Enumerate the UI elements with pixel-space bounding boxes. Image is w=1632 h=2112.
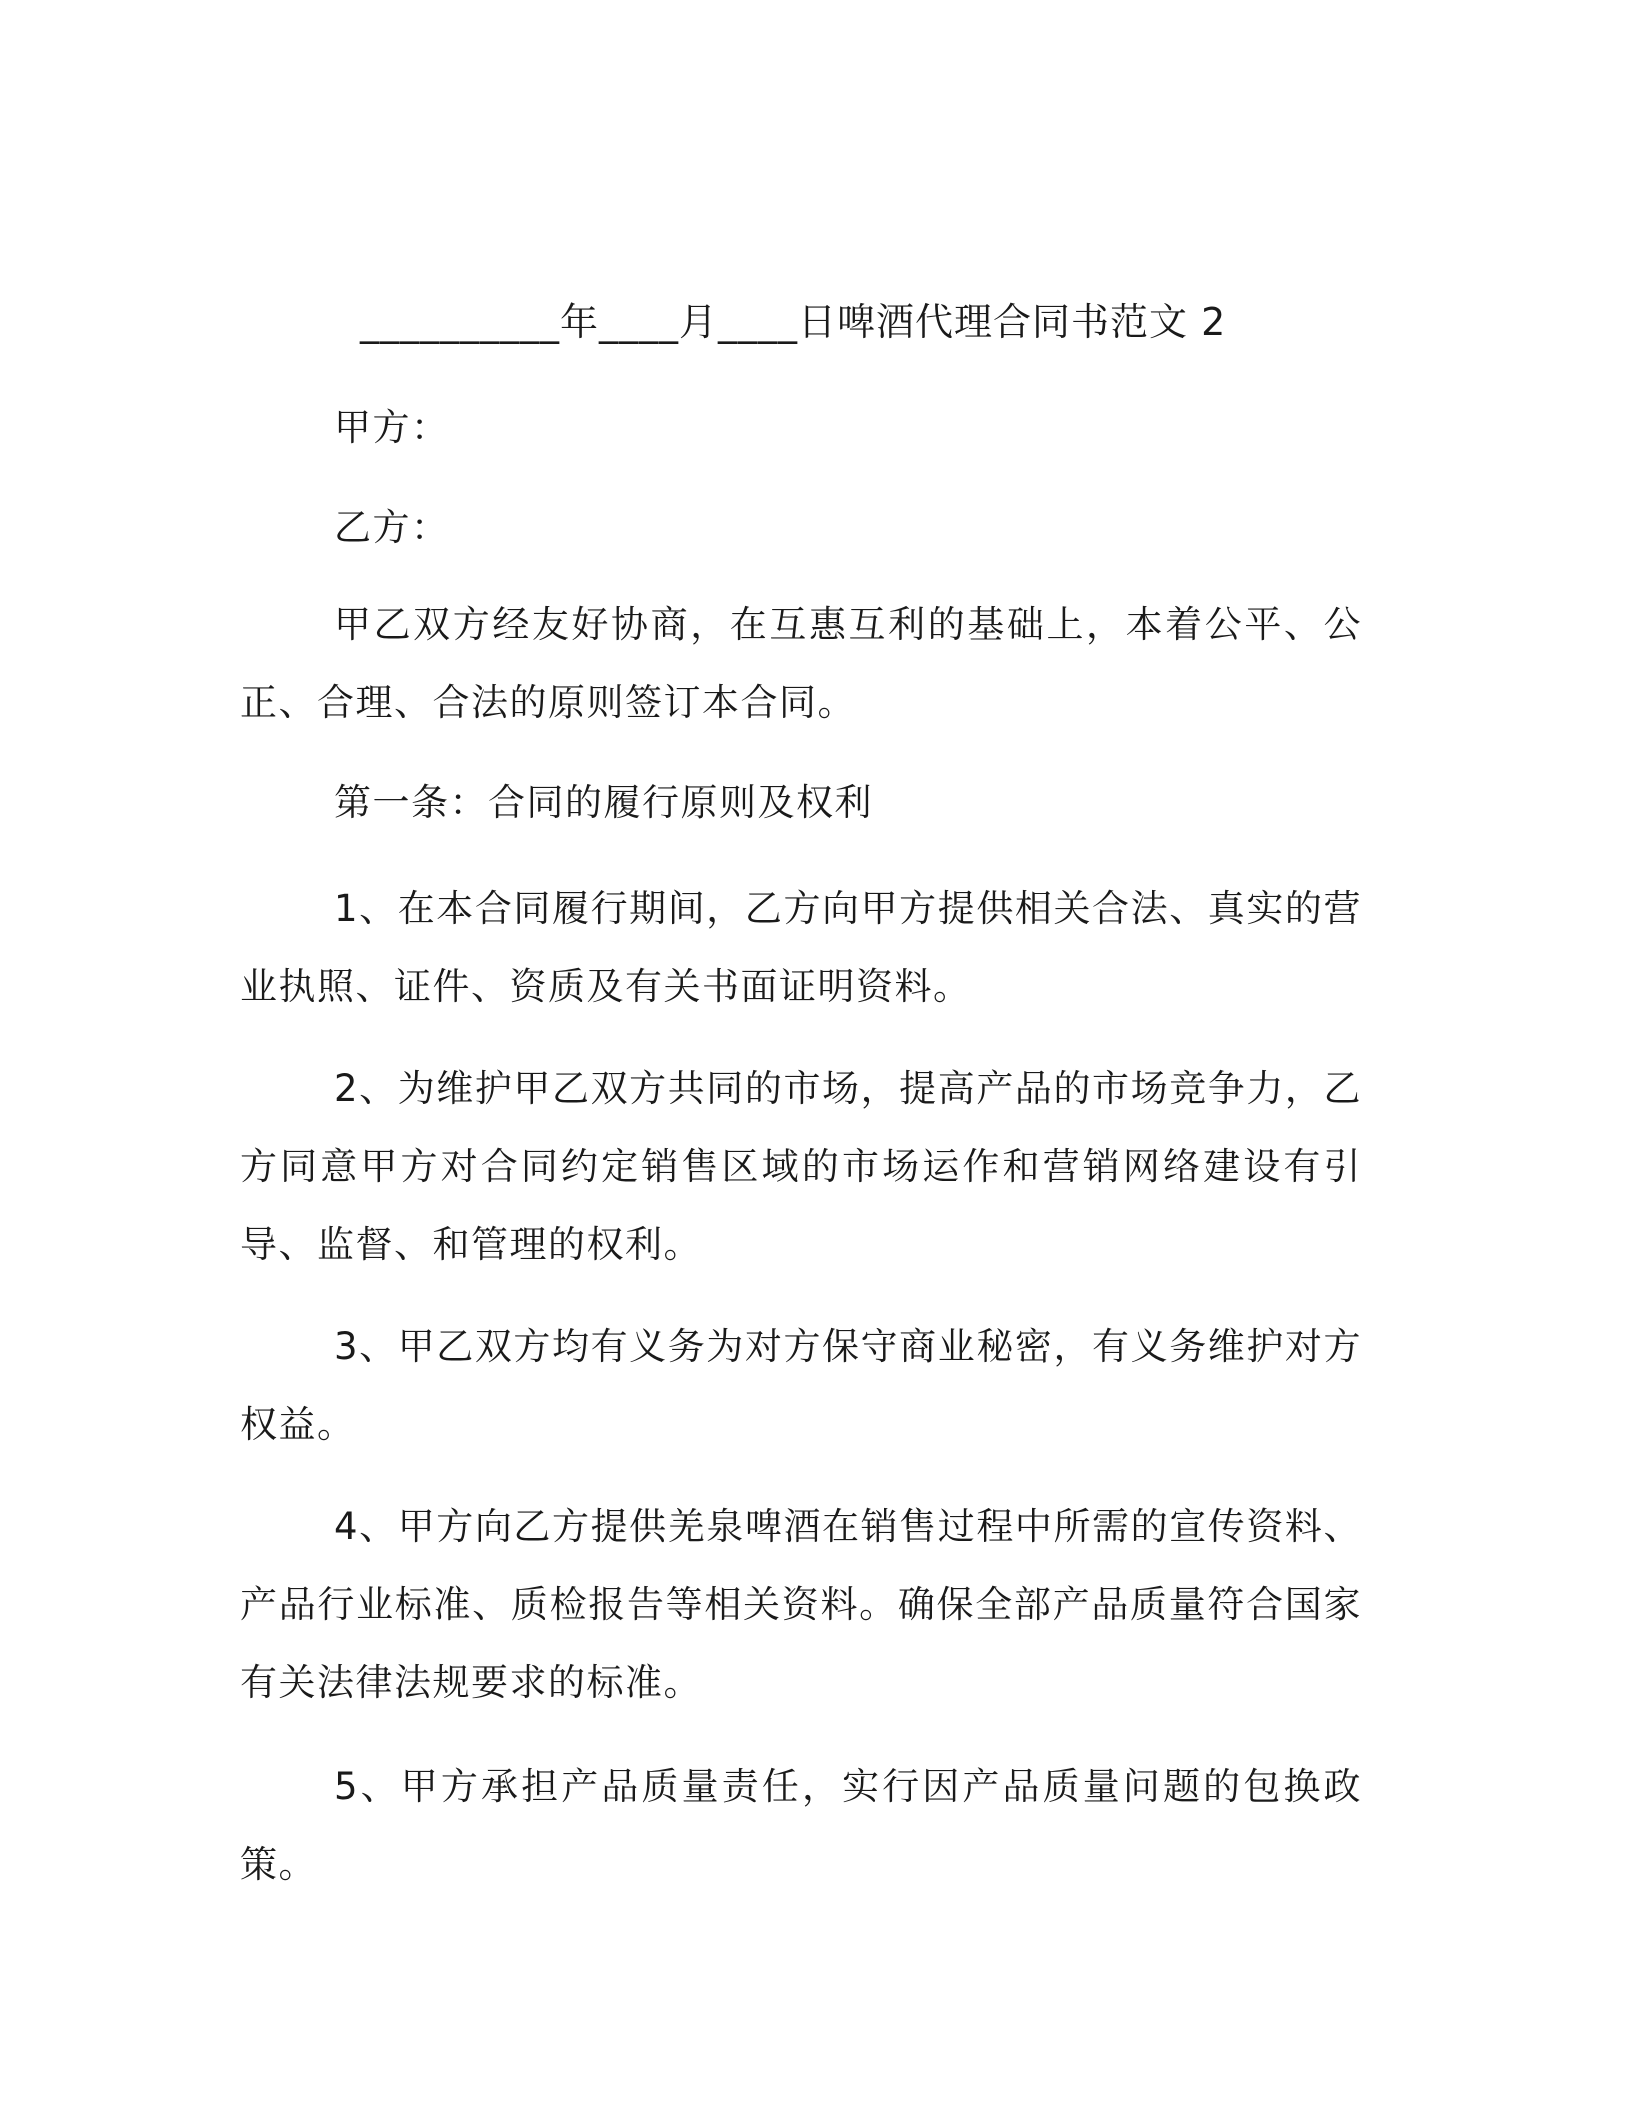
article-1-heading: 第一条：合同的履行原则及权利 bbox=[334, 781, 873, 824]
clause-4: 4、甲方向乙方提供羌泉啤酒在销售过程中所需的宣传资料、产品行业标准、质检报告等相关资料。确保全部产品质量符合国家有关法律法规要求的标准。 bbox=[240, 1505, 1362, 1704]
clause-2: 2、为维护甲乙双方共同的市场，提高产品的市场竞争力，乙方同意甲方对合同约定销售区域的市场运作和营销网络建设有引导、监督、和管理的权利。 bbox=[240, 1067, 1362, 1266]
clause-5: 5、甲方承担产品质量责任，实行因产品质量问题的包换政策。 bbox=[240, 1765, 1362, 1886]
clause-3: 3、甲乙双方均有义务为对方保守商业秘密，有义务维护对方权益。 bbox=[240, 1325, 1362, 1446]
document-title: __________年____月____日啤酒代理合同书范文 2 bbox=[360, 300, 1227, 344]
clause-1: 1、在本合同履行期间，乙方向甲方提供相关合法、真实的营业执照、证件、资质及有关书面证明资料。 bbox=[240, 887, 1362, 1008]
party-b-label: 乙方： bbox=[334, 506, 450, 549]
party-a-label: 甲方： bbox=[334, 406, 450, 449]
intro-paragraph: 甲乙双方经友好协商，在互惠互利的基础上，本着公平、公正、合理、合法的原则签订本合同。 bbox=[240, 603, 1362, 724]
